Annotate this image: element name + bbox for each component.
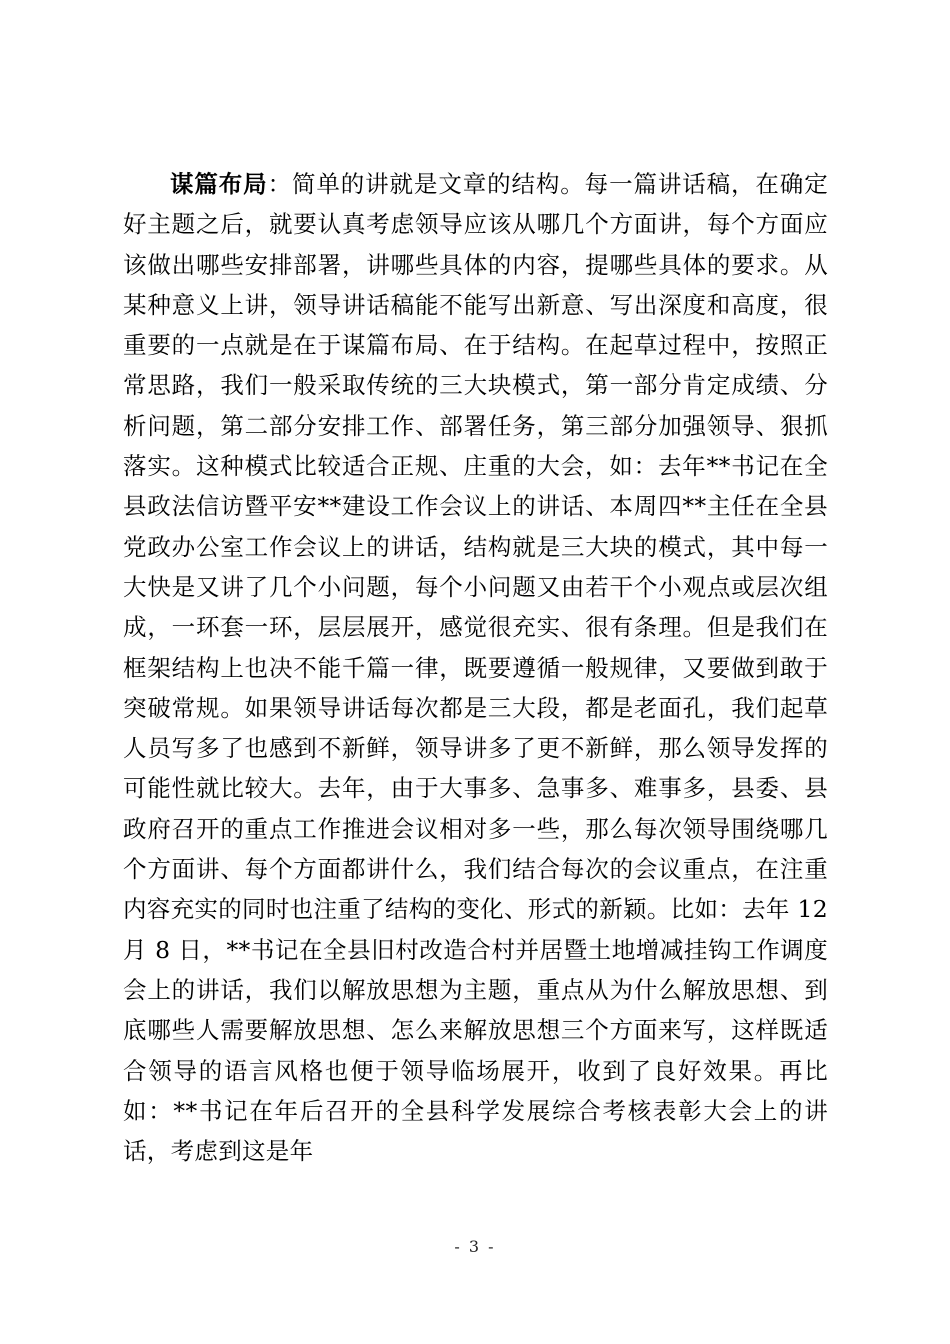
body-text bbox=[123, 164, 828, 1171]
paragraph-text: ：简单的讲就是文章的结构。每一篇讲话稿，在确定好主题之后，就要认真考虑领导应该从哪几个方面讲，每个方面应该做出哪些安排部署，讲哪些具体的内容，提哪些具体的要求。从某种意义上讲，领导讲话稿能不能写出新意、写出深度和高度，很重要的一点就是在于谋篇布局、在于结构。在起草过程中，按照正常思路，我们一般采取传统的三大块模式，第一部分肯定成绩、分析问题，第二部分安排工作、部署任务，第三部分加强领导、狠抓落实。这种模式比较适合正规、庄重的大会，如：去年**书记在全县政法信访暨平安**建设工作会议上的讲话、本周四**主任在全县党政办公室工作会议上的讲话，结构就是三大块的模式，其中每一大快是又讲了几个小问题，每个小问题又由若干个小观点或层次组成，一环套一环，层层展开，感觉很充实、很有条理。但是我们在框架结构上也决不能千篇一律，既要遵循一般规律，又要做到敢于突破常规。如果领导讲话每次都是三大段，都是老面孔，我们起草人员写多了也感到不新鲜，领导讲多了更不新鲜，那么领导发挥的可能性就比较大。去年，由于大事多、急事多、难事多，县委、县政府召开的重点工作推进会议相对多一些，那么每次领导围绕哪几个方面讲、每个方面都讲什么，我们结合每次的会议重点，在注重内容充实的同时也注重了结构的变化、形式的新颖。比如：去年 12 月 8 日，**书记在全县旧村改造合村并居暨土地增减挂钩工作调度会上的讲话，我们以解放思想为主题，重点从为什么解放思想、到底哪些人需要解放思想、怎么来解放思想三个方面来写，这样既适合领导的语言风格也便于领导临场展开，收到了良好效果。再比如：**书记在年后召开的全县科学发展综合考核表彰大会上的讲话，考虑到这是年 bbox=[123, 170, 828, 1166]
paragraph bbox=[123, 164, 828, 1171]
page-number: - 3 - bbox=[454, 1237, 496, 1256]
lead-term: 谋篇布局 bbox=[170, 170, 268, 198]
